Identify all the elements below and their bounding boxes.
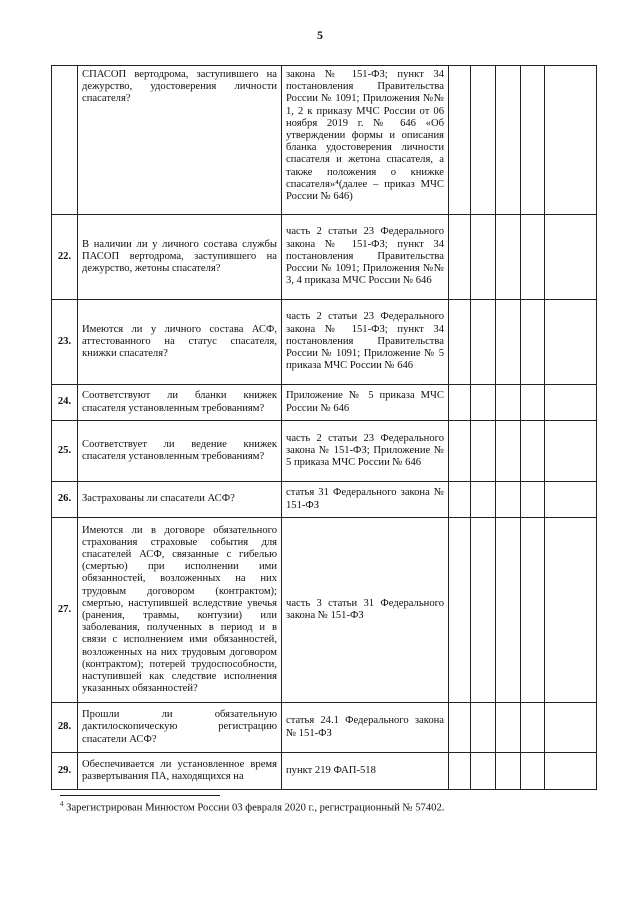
answer-cell-not-applicable xyxy=(496,215,521,300)
answer-cell-yes xyxy=(449,421,471,482)
answer-cell-no xyxy=(471,482,496,518)
note-cell xyxy=(545,753,597,790)
page-number: 5 xyxy=(317,28,323,42)
note-cell xyxy=(545,215,597,300)
table-row xyxy=(52,703,597,753)
answer-cell-yes xyxy=(449,703,471,753)
answer-cell-not-applicable xyxy=(496,421,521,482)
answer-cell-extra xyxy=(521,66,545,215)
note-cell xyxy=(545,421,597,482)
question-text: Обеспечивается ли установленное время развертывания ПА, находящихся на xyxy=(78,753,282,790)
table-row xyxy=(52,215,597,300)
footnote-divider xyxy=(60,795,220,796)
note-cell xyxy=(545,300,597,385)
row-number xyxy=(52,66,78,215)
answer-cell-yes xyxy=(449,215,471,300)
legal-reference: пункт 219 ФАП-518 xyxy=(282,753,449,790)
question-text: Прошли ли обязательную дактилоскопическую регистрацию спасатели АСФ? xyxy=(78,703,282,753)
legal-reference: статья 24.1 Федерального закона № 151-ФЗ xyxy=(282,703,449,753)
answer-cell-no xyxy=(471,215,496,300)
answer-cell-no xyxy=(471,66,496,215)
legal-reference: статья 31 Федерального закона № 151-ФЗ xyxy=(282,482,449,518)
answer-cell-extra xyxy=(521,421,545,482)
question-text: СПАСОП вертодрома, заступившего на дежурство, удостоверения личности спасателя? xyxy=(78,66,282,215)
legal-reference: часть 3 статьи 31 Федерального закона № 151-ФЗ xyxy=(282,518,449,703)
table-row xyxy=(52,518,597,703)
answer-cell-extra xyxy=(521,753,545,790)
answer-cell-no xyxy=(471,518,496,703)
question-text: Соответствуют ли бланки книжек спасателя установленным требованиям? xyxy=(78,385,282,421)
table-row xyxy=(52,421,597,482)
row-number: 26. xyxy=(52,482,78,518)
answer-cell-no xyxy=(471,753,496,790)
answer-cell-extra xyxy=(521,703,545,753)
footnote-mark: 4 xyxy=(60,800,64,808)
footnote-text: Зарегистрирован Минюстом России 03 февраля 2020 г., регистрационный № 57402. xyxy=(66,802,445,814)
answer-cell-not-applicable xyxy=(496,703,521,753)
legal-reference: часть 2 статьи 23 Федерального закона № 151-ФЗ; пункт 34 постановления Правительства России № 1091; Приложения №№ 3, 4 приказа МЧС России № 646 xyxy=(282,215,449,300)
answer-cell-no xyxy=(471,385,496,421)
answer-cell-not-applicable xyxy=(496,518,521,703)
legal-reference: закона № 151-ФЗ; пункт 34 постановления Правительства России № 1091; Приложения №№ 1, 2 к приказу МЧС России от 06 ноября 2019 г. № 646 «Об утверждении формы и описания бланка удостоверения личности спасателя и жетона спасателя, а также положения о книжке спасателя»⁴(далее – приказ МЧС России № 646) xyxy=(282,66,449,215)
answer-cell-not-applicable xyxy=(496,753,521,790)
table-row xyxy=(52,66,597,215)
answer-cell-not-applicable xyxy=(496,66,521,215)
row-number: 23. xyxy=(52,300,78,385)
question-text: Застрахованы ли спасатели АСФ? xyxy=(78,482,282,518)
legal-reference: Приложение № 5 приказа МЧС России № 646 xyxy=(282,385,449,421)
table-row xyxy=(52,753,597,790)
answer-cell-not-applicable xyxy=(496,482,521,518)
answer-cell-extra xyxy=(521,482,545,518)
answer-cell-yes xyxy=(449,66,471,215)
question-text: Соответствует ли ведение книжек спасателя установленным требованиям? xyxy=(78,421,282,482)
table-row xyxy=(52,482,597,518)
answer-cell-no xyxy=(471,300,496,385)
row-number: 29. xyxy=(52,753,78,790)
answer-cell-not-applicable xyxy=(496,300,521,385)
answer-cell-no xyxy=(471,703,496,753)
row-number: 25. xyxy=(52,421,78,482)
answer-cell-yes xyxy=(449,385,471,421)
note-cell xyxy=(545,385,597,421)
answer-cell-yes xyxy=(449,753,471,790)
footnote xyxy=(60,800,600,814)
answer-cell-yes xyxy=(449,518,471,703)
answer-cell-extra xyxy=(521,385,545,421)
note-cell xyxy=(545,482,597,518)
note-cell xyxy=(545,518,597,703)
row-number: 27. xyxy=(52,518,78,703)
row-number: 22. xyxy=(52,215,78,300)
table-row xyxy=(52,300,597,385)
checklist-table xyxy=(51,65,597,790)
row-number: 28. xyxy=(52,703,78,753)
answer-cell-yes xyxy=(449,300,471,385)
question-text: Имеются ли в договоре обязательного страхования страховые события для спасателей АСФ, связанные с гибелью (смертью) при исполнении ими обязанностей, возложенных на них трудовым договором (контрактом); смертью, наступившей вследствие увечья (ранения, травмы, контузии) или заболевания, полученных в период и в связи с исполнением ими обязанностей, возложенных на них трудовым договором (контрактом); потерей трудоспособности, наступившей как следствие исполнения указанных обязанностей? xyxy=(78,518,282,703)
legal-reference: часть 2 статьи 23 Федерального закона № 151-ФЗ; пункт 34 постановления Правительства России № 1091; Приложение № 5 приказа МЧС России № 646 xyxy=(282,300,449,385)
answer-cell-not-applicable xyxy=(496,385,521,421)
legal-reference: часть 2 статьи 23 Федерального закона № 151-ФЗ; Приложение № 5 приказа МЧС России № 646 xyxy=(282,421,449,482)
answer-cell-yes xyxy=(449,482,471,518)
table-row xyxy=(52,385,597,421)
question-text: В наличии ли у личного состава службы ПАСОП вертодрома, заступившего на дежурство, жетоны спасателя? xyxy=(78,215,282,300)
answer-cell-extra xyxy=(521,518,545,703)
note-cell xyxy=(545,66,597,215)
note-cell xyxy=(545,703,597,753)
question-text: Имеются ли у личного состава АСФ, аттестованного на статус спасателя, книжки спасателя? xyxy=(78,300,282,385)
row-number: 24. xyxy=(52,385,78,421)
answer-cell-no xyxy=(471,421,496,482)
answer-cell-extra xyxy=(521,215,545,300)
answer-cell-extra xyxy=(521,300,545,385)
